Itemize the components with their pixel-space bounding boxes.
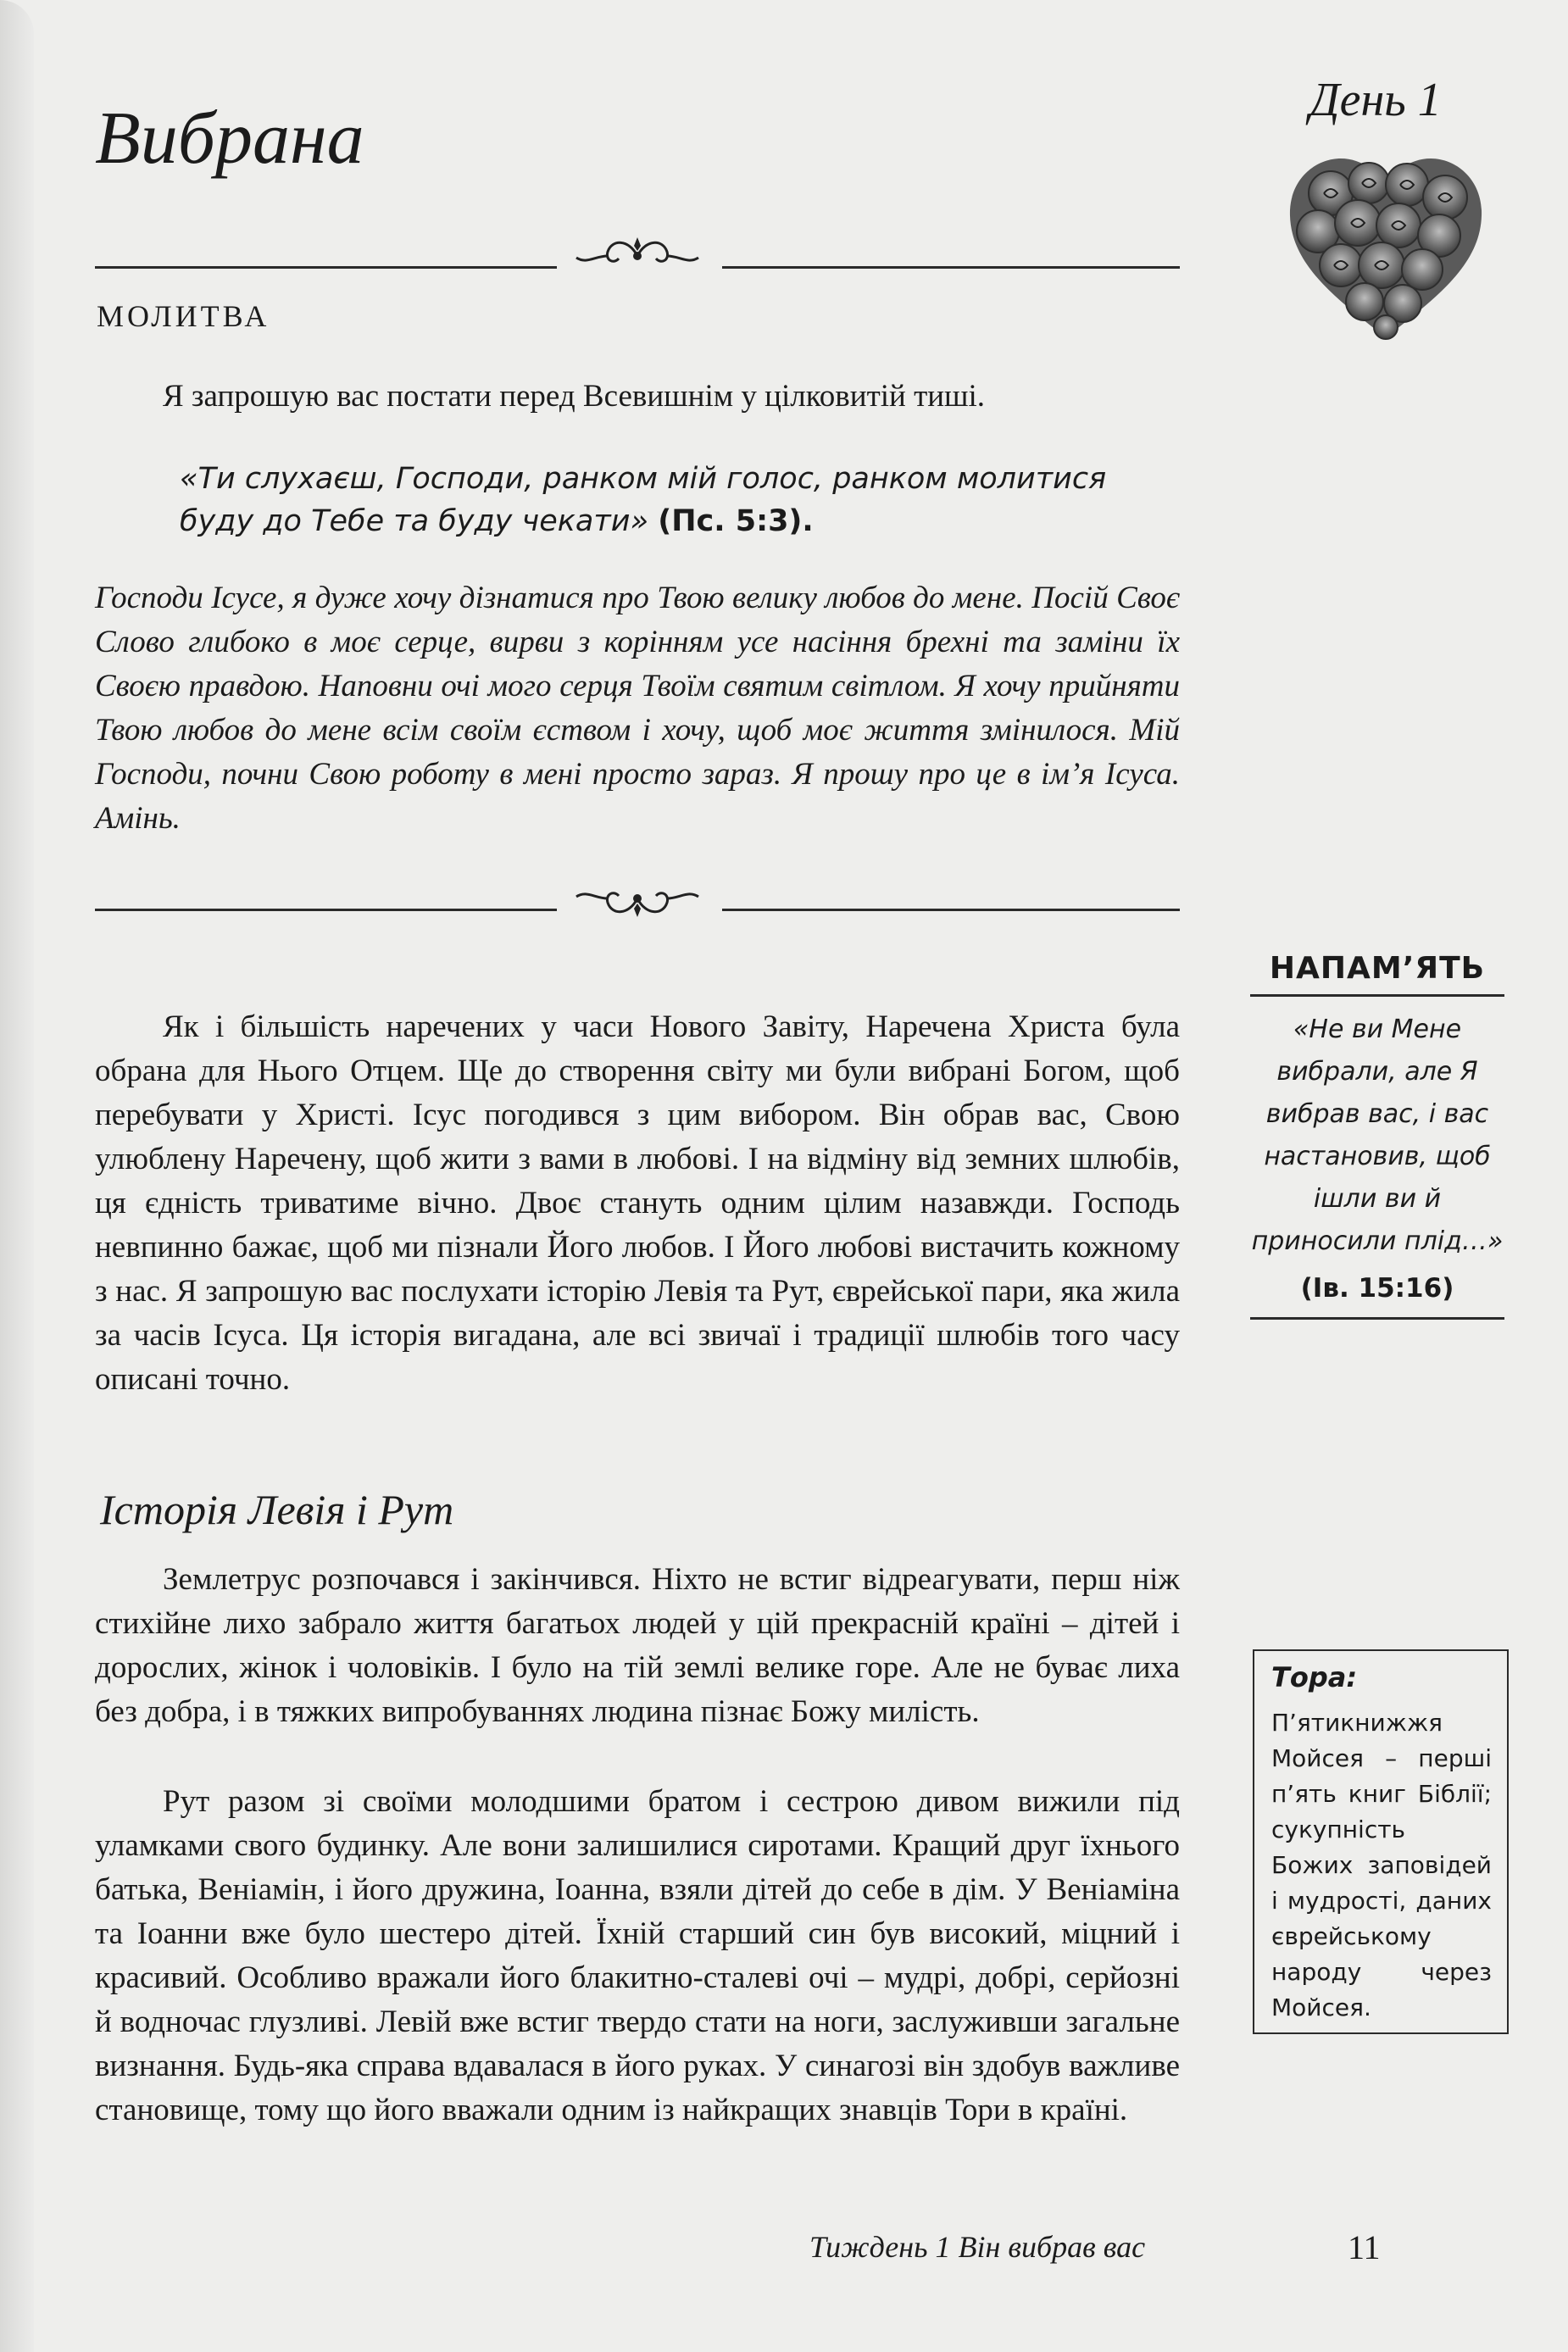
ornament-icon	[570, 873, 705, 924]
memory-title: НАПАМ’ЯТЬ	[1250, 951, 1504, 997]
memory-verse-box	[1250, 951, 1504, 1320]
page-title: Вибрана	[95, 97, 364, 180]
intro-paragraph: Як і більшість наречених у часи Нового Завіту, Наречена Христа була обрана для Нього Отцем. Ще до створення світу ми були вибрані Богом, щоб перебувати у Христі. Ісус погодився з цим вибором. Він обрав вас, Свою улюблену Наречену, щоб жити з вами в любові. І на відміну від земних шлюбів, ця єдність триватиме вічно. Двоє стануть одним цілим назавжди. Господь невпинно бажає, щоб ми пізнали Його любов. І Його любові вистачить кожному з нас. Я запрошую вас послухати історію Левія та Рут, єврейської пари, яка жила за часів Ісуса. Ця історія вигадана, але всі звичаї і традиції шлюбів того часу описані точно.	[95, 1009, 1180, 1397]
memory-verse: «Не ви Мене вибрали, але Я вибрав вас, і вас настановив, щоб ішли ви й приносили плід…»	[1251, 1015, 1504, 1256]
story-paragraph-2: Рут разом зі своїми молодшими братом і сестрою дивом вижили під уламками свого будинку. Але вони залишилися сиротами. Кращий друг їхнього батька, Веніамін, і його дружина, Іоанна, взяли дітей до себе в дім. У Веніаміна та Іоанни вже було шестеро дітей. Їхній старший син був високий, міцний і красивий. Особливо вражали його блакитно-сталеві очі – мудрі, добрі, серйозні й водночас глузливі. Левій вже встиг твердо стати на ноги, заслуживши загальне визнання. Будь-яка справа вдавалася в його руках. У синагозі він здобув важливе становище, тому що його вважали одним із найкращих знавців Тори в країні.	[95, 1784, 1180, 2127]
rose-heart-image	[1280, 142, 1492, 346]
running-title: Тиждень 1 Він вибрав вас	[809, 2230, 1146, 2264]
memory-ref: (Ів. 15:16)	[1250, 1263, 1504, 1320]
divider-top	[95, 231, 1180, 290]
scripture-quote	[180, 458, 1112, 542]
glossary-definition: П’ятикнижжя Мойсея – перші п’ять книг Біблії; сукупність Божих заповідей і мудрості, даних єврейському народу через Мойсея.	[1271, 1709, 1492, 2021]
story-paragraph-1: Землетрус розпочався і закінчився. Ніхто не встиг відреагувати, перш ніж стихійне лихо забрало життя багатьох людей у цій прекрасній країні – дітей і дорослих, жінок і чоловіків. І було на тій землі велике горе. Але не буває лиха без добра, і в тяжких випробуваннях людина пізнає Божу милість.	[95, 1562, 1180, 1729]
scripture-quote-text: «Ти слухаєш, Господи, ранком мій голос, ранком молитися буду до Тебе та буду чекати»	[180, 462, 1107, 538]
glossary-box	[1253, 1649, 1509, 2034]
story-heading: Історія Левія і Рут	[100, 1486, 454, 1533]
page-number: 11	[1348, 2228, 1381, 2266]
prayer-intro: Я запрошую вас постати перед Всевишнім у цілковитій тиші.	[163, 379, 986, 414]
ornament-icon	[570, 231, 705, 281]
glossary-term: Тора:	[1271, 1661, 1358, 1693]
page-edge-shadow	[0, 0, 34, 2352]
prayer-text: Господи Ісусе, я дуже хочу дізнатися про Твою велику любов до мене. Посій Своє Слово глибоко в моє серце, вирви з корінням усе насіння брехні та заміни їх Своєю правдою. Наповни очі мого серця Твоїм святим світлом. Я хочу прийняти Твою любов до мене всім своїм єством і хочу, щоб моє життя змінилося. Мій Господи, почни Свою роботу в мені просто зараз. Я прошу про це в ім’я Ісуса. Амінь.	[95, 581, 1180, 836]
scripture-quote-ref: (Пс. 5:3).	[658, 504, 814, 538]
day-label: День 1	[1309, 74, 1442, 126]
prayer-label: МОЛИТВА	[97, 299, 270, 333]
divider-bottom	[95, 873, 1180, 932]
